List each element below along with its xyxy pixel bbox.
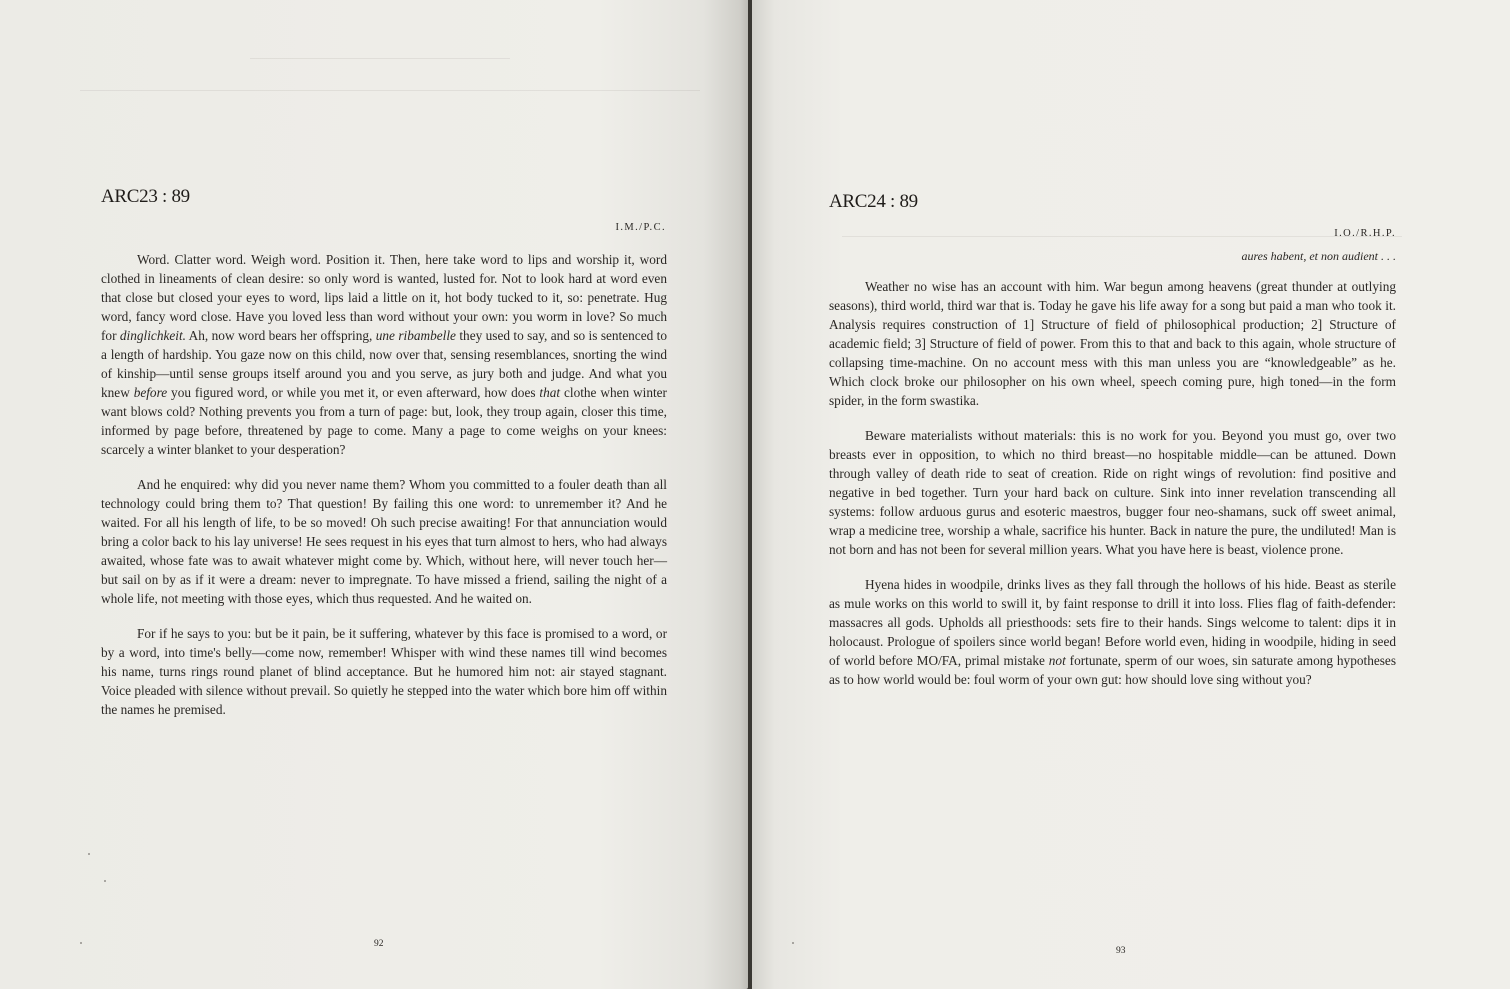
italic-run: that [539,385,561,400]
text-run: Beware materialists without materials: this is no work for you. Beyond you must go, over two breasts ever in opposition, to which no third breast—no hospitable middle—can be attuned. Down through valley of death ride to seat of creation. Ride on right wings of revolution: find positive and negative in bed together. Turn your hard back on culture. Sink into inner revelation transcending all systems: follow arduous gurus and esoteric maestros, bugger four neo-shamans, suck off sweet animal, wrap a medicine tree, worship a whale, sacrifice his hunter. Back in nature the pure, the undiluted! Man is not born and has not been for several million years. What you have here is beast, violence prone. [829,428,1396,557]
bleed-through-rule [80,90,700,91]
italic-run: une ribambelle [375,328,456,343]
text-run: you figured word, or while you met it, or even afterward, how does [167,385,540,400]
speck [792,942,794,944]
body-paragraph [829,575,1396,689]
text-run: fortunate, sperm of our woes, sin saturate among hypotheses as to how world would be: foul worm of your own gut: how should love sing without you? [829,653,1396,687]
page-number-left: 92 [374,939,384,949]
arc23-heading: ARC23 : 89 [101,186,190,207]
bleed-through-rule [842,236,1402,237]
arc23-body [101,250,667,719]
speck [88,853,90,855]
speck [104,880,106,882]
text-run: For if he says to you: but be it pain, be it suffering, whatever by this face is promised to a word, or by a word, into time's belly—come now, remember! Whisper with wind these names till wind becomes his name, turns rings round planet of blind acceptance. But he humored him not: air stayed stagnant. Voice pleaded with silence without prevail. So quietly he stepped into the water which bore him off within the names he premised. [101,626,667,717]
text-run: Word. Clatter word. Weigh word. Position it. Then, here take word to lips and worship it, word clothed in lineaments of clean desire: so only word is wanted, lusted for. Not to look hard at word even that close but closed your eyes to word, lips laid a little on it, hot body tucked to it, so: penetrate. Hug word, fancy word close. Have you loved less than word without your own: you worm in love? So much for [101,252,667,343]
arc24-epigraph: aures habent, et non audient . . . [1241,249,1396,263]
text-run: they used to say, and so is sentenced to a length of hardship. You gaze now on this child, now over that, sensing resemblances, snorting the wind of kinship—until sense groups itself around you and you serve, as jury both and judge. And what you knew [101,328,667,400]
italic-run: dinglichkeit. [119,328,187,343]
text-run: clothe when winter want blows cold? Nothing prevents you from a turn of page: but, look, they troup again, closer this time, informed by page before, threatened by page to come. Many a page to come weighs on your knees: scarcely a winter blanket to your desperation? [101,385,667,457]
bleed-through-rule [250,58,510,59]
arc24-body [829,277,1396,689]
body-paragraph [829,426,1396,559]
text-run: Ah, now word bears her offspring, [186,328,376,343]
speck [1386,578,1388,580]
arc24-initials: I.O./R.H.P. [1334,228,1396,239]
text-run: Hyena hides in woodpile, drinks lives as they fall through the hollows of his hide. Beast as sterile as mule works on this world to swill it, by faint response to drill it into loss. Flies flag of faith-defender: massacres all gods. Upholds all priesthoods: sets fire to their hands. Sings welcome to talent: dips it in holocaust. Prologue of spoilers since world began! Before world even, hiding in woodpile, hiding in seed of world before MO/FA, primal mistake [829,577,1396,668]
italic-run: before [133,385,168,400]
page-number-right: 93 [1116,946,1126,956]
right-page [752,0,1510,989]
speck [80,942,82,944]
text-run: And he enquired: why did you never name them? Whom you committed to a fouler death than all technology could bring them to? That question! By failing this one word: to unremember it? And he waited. For all his length of life, to be so moved! Oh such precise awaiting! For that annunciation would bring a color back to his lay universe! He sees request in his eyes that turn almost to hers, who had always awaited, whose fate was to await whatever might come by. Which, without here, will never touch her—but sail on by as if it were a dream: never to impregnate. To have missed a friend, sailing the night of a whole life, not meeting with those eyes, which thus requested. And he waited on. [101,477,667,606]
body-paragraph [829,277,1396,410]
left-page [0,0,748,989]
body-paragraph [101,624,667,719]
body-paragraph [101,250,667,459]
text-run: Weather no wise has an account with him. War begun among heavens (great thunder at outlying seasons), third world, third war that is. Today he gave his life away for a song but paid a man who took it. Analysis requires construction of 1] Structure of field of philosophical production; 2] Structure of academic field; 3] Structure of field of power. From this to that and back to this again, whole structure of collapsing time-machine. On no account mess with this man unless you are “knowledgeable” as he. Which clock broke our philosopher on his own wheel, speech coming pure, high toned—in the form spider, in the form swastika. [829,279,1396,408]
arc23-initials: I.M./P.C. [615,222,666,233]
body-paragraph [101,475,667,608]
italic-run: not [1048,653,1066,668]
arc24-heading: ARC24 : 89 [829,191,918,212]
